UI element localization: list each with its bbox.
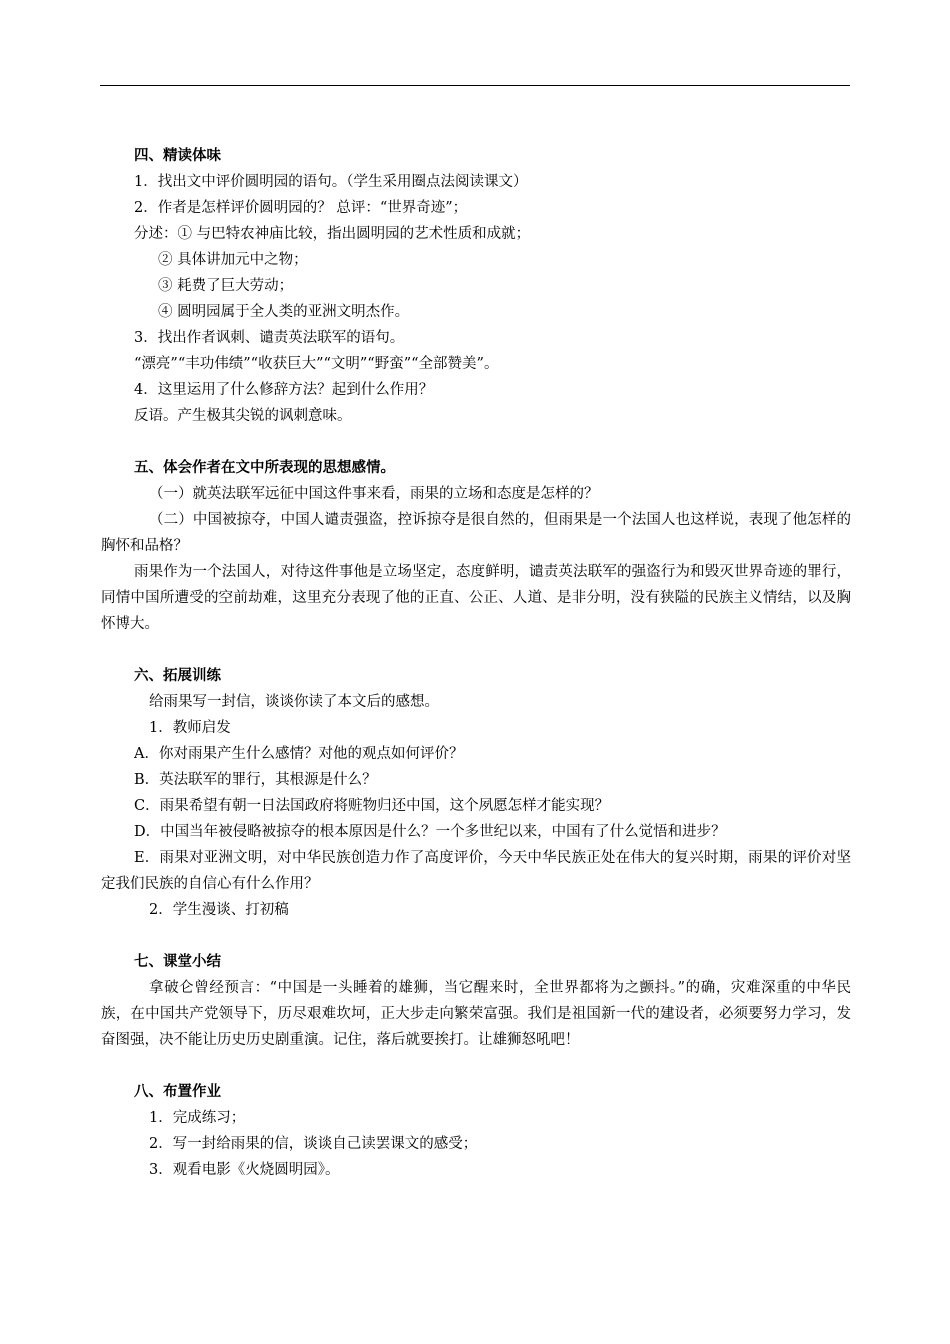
text-line: ③ 耗费了巨大劳动； [158,278,294,294]
list-item: 3．观看电影《火烧圆明园》。 [149,1162,340,1178]
header-rule [100,85,850,86]
text-line: ④ 圆明园属于全人类的亚洲文明杰作。 [158,304,410,320]
section-heading: 六、拓展训练 [134,667,221,684]
list-item: C．雨果希望有朝一日法国政府将赃物归还中国，这个夙愿怎样才能实现？ [134,798,610,814]
document-body [101,143,851,1183]
text-line: 给雨果写一封信，谈谈你读了本文后的感想。 [149,694,439,710]
text-line: 2．学生漫谈、打初稿 [149,902,289,918]
list-item: D．中国当年被侵略被掠夺的根本原因是什么？一个多世纪以来，中国有了什么觉悟和进步？ [134,824,726,840]
list-item: E．雨果对亚洲文明，对中华民族创造力作了高度评价，今天中华民族正处在伟大的复兴时期，雨果的评价对坚定我们民族的自信心有什么作用？ [101,850,851,892]
paragraph: 拿破仑曾经预言：“中国是一头睡着的雄狮，当它醒来时，全世界都将为之颤抖。”的确，灾难深重的中华民族，在中国共产党领导下，历尽艰难坎坷，正大步走向繁荣富强。我们是祖国新一代的建设者，必须要努力学习，发奋图强，决不能让历史历史剧重演。记住，落后就要挨打。让雄狮怒吼吧！ [101,980,851,1048]
section-heading: 四、精读体味 [134,147,221,164]
list-item: 2．写一封给雨果的信，谈谈自己读罢课文的感受； [149,1136,478,1152]
text-line: 2．作者是怎样评价圆明园的？ 总评：“世界奇迹”； [134,200,468,216]
text-line: 3．找出作者讽刺、谴责英法联军的语句。 [134,330,405,346]
paragraph: 雨果作为一个法国人，对待这件事他是立场坚定，态度鲜明，谴责英法联军的强盗行为和毁灭世界奇迹的罪行，同情中国所遭受的空前劫难，这里充分表现了他的正直、公正、人道、是非分明，没有狭隘的民族主义情结，以及胸怀博大。 [101,564,851,632]
section-heading: 八、布置作业 [134,1083,221,1100]
text-line: 1．找出文中评价圆明园的语句。（学生采用圈点法阅读课文） [134,174,528,190]
text-line: 4．这里运用了什么修辞方法？起到什么作用？ [134,382,434,398]
list-item: B．英法联军的罪行，其根源是什么？ [134,772,377,788]
text-line: 反语。产生极其尖锐的讽刺意味。 [134,408,352,424]
text-line: （一）就英法联军远征中国这件事来看，雨果的立场和态度是怎样的？ [149,486,599,502]
paragraph: （二）中国被掠夺，中国人谴责强盗，控诉掠夺是很自然的，但雨果是一个法国人也这样说，表现了他怎样的胸怀和品格？ [101,512,851,554]
section-heading: 五、体会作者在文中所表现的思想感情。 [134,459,395,476]
section-heading: 七、课堂小结 [134,953,221,970]
text-line: 分述：① 与巴特农神庙比较，指出圆明园的艺术性质和成就； [134,226,531,242]
text-line: 1．教师启发 [149,720,231,736]
list-item: A．你对雨果产生什么感情？对他的观点如何评价？ [134,746,464,762]
text-line: “漂亮”“丰功伟绩”“收获巨大”“文明”“野蛮”“全部赞美”。 [134,356,499,372]
list-item: 1．完成练习； [149,1110,246,1126]
text-line: ② 具体讲加元中之物； [158,252,308,268]
